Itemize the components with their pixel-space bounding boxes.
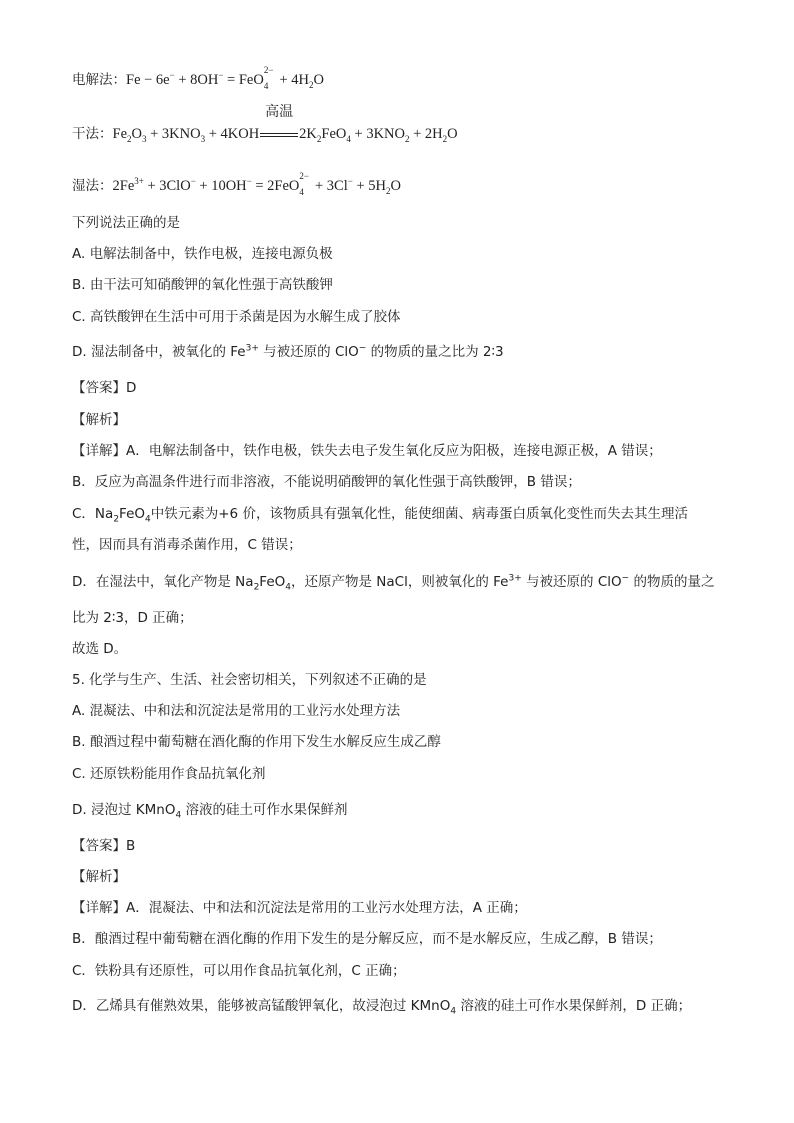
- eq-sub: 2: [386, 185, 391, 196]
- detail-c: [72, 504, 688, 524]
- eq-term: O: [313, 72, 324, 88]
- eq-term: O: [131, 126, 142, 142]
- detail-text: FeO: [119, 506, 146, 522]
- equation-label: 干法：: [72, 126, 113, 142]
- eq-sub: 4: [285, 582, 291, 593]
- eq-term: + 3Cl: [311, 178, 348, 194]
- option-text: D. 湿法制备中，被氧化的 Fe: [72, 344, 246, 360]
- eq-term: + 4KOH: [205, 126, 260, 142]
- option-a: A. 混凝法、中和法和沉淀法是常用的工业污水处理方法: [72, 703, 401, 719]
- eq-term: = FeO: [223, 72, 264, 88]
- condition-label: 高温: [265, 104, 294, 120]
- equals-bar: [260, 133, 298, 137]
- eq-sub: 2: [442, 133, 448, 144]
- eq-sup: −: [347, 176, 353, 187]
- eq-sub: 2: [404, 133, 410, 144]
- detail-text: 的物质的量之: [629, 574, 715, 590]
- eq-sup: −: [190, 176, 196, 187]
- option-c: C. 高铁酸钾在生活中可用于杀菌是因为水解生成了胶体: [72, 309, 401, 325]
- detail-text: FeO: [259, 574, 286, 590]
- detail-c-cont: 性，因而具有消毒杀菌作用，C 错误；: [72, 537, 302, 553]
- answer-label: 【答案】D: [72, 380, 137, 396]
- option-c: C. 还原铁粉能用作食品抗氧化剂: [72, 766, 266, 782]
- eq-term: + 10OH: [195, 178, 247, 194]
- question-stem: 5. 化学与生产、生活、社会密切相关，下列叙述不正确的是: [72, 672, 427, 688]
- eq-term: O: [390, 178, 401, 194]
- option-d: [72, 800, 347, 820]
- detail-text: 与被还原的 ClO: [521, 574, 622, 590]
- detail-text: ，还原产物是 NaCl，则被氧化的 Fe: [291, 574, 509, 590]
- detail-text: 中铁元素为+6 价，该物质具有强氧化性，能使细菌、病毒蛋白质氧化变性而失去其生理活: [150, 506, 688, 522]
- option-text: 的物质的量之比为 2∶3: [366, 344, 504, 360]
- eq-term: + 3KNO: [350, 126, 405, 142]
- eq-term: + 3ClO: [143, 178, 191, 194]
- detail-c: C．铁粉具有还原性，可以用作食品抗氧化剂，C 正确；: [72, 963, 406, 979]
- eq-term: 2Fe: [112, 178, 135, 194]
- equation-wet: 湿法：$2Fe^{3+} + 3ClO^- + 10OH^- = 2FeO$ 2− 4 + $3Cl^- + 5H_2O$: [72, 171, 401, 197]
- eq-term: + 3KNO: [146, 126, 201, 142]
- eq-term: Fe − 6e: [126, 72, 170, 88]
- option-a: A. 电解法制备中，铁作电极，连接电源负极: [72, 246, 333, 262]
- eq-sub: 2: [113, 514, 120, 525]
- eq-sub: 3: [200, 133, 206, 144]
- detail-b: B．酿酒过程中葡萄糖在酒化酶的作用下发生的是分解反应，而不是水解反应，生成乙醇，B 错误；: [72, 931, 662, 947]
- equation-label: 电解法：: [72, 72, 126, 88]
- eq-sup: −: [169, 70, 175, 81]
- analysis-label: 【解析】: [72, 412, 126, 428]
- option-text: 溶液的硅土可作水果保鲜剂: [181, 802, 348, 818]
- eq-term: 2K: [299, 126, 317, 142]
- detail-a: 【详解】A．电解法制备中，铁作电极，铁失去电子发生氧化反应为阳极，连接电源正极，A 错误；: [72, 443, 662, 459]
- analysis-label: 【解析】: [72, 869, 126, 885]
- eq-sup: 3+: [134, 176, 144, 187]
- equation-electrolysis: 电解法：Fe − 6e− + 8OH− = FeO 2− 4 + $4H_2O$: [72, 65, 324, 91]
- option-text: D. 浸泡过 KMnO: [72, 802, 176, 818]
- equation-dry: [72, 104, 458, 144]
- option-b: B. 由干法可知硝酸钾的氧化性强于高铁酸钾: [72, 277, 333, 293]
- equation-label: 湿法：: [72, 178, 113, 194]
- eq-term: + 2H: [409, 126, 443, 142]
- option-d: [72, 342, 504, 362]
- eq-term: FeO: [321, 126, 347, 142]
- conclusion: 故选 D。: [72, 641, 128, 657]
- eq-sub: 4: [346, 133, 351, 144]
- eq-sub: 2: [253, 582, 260, 593]
- eq-sup: 3+: [508, 573, 522, 584]
- eq-term: Fe: [112, 126, 127, 142]
- eq-sub: 4: [145, 514, 151, 525]
- eq-sup: −: [246, 176, 252, 187]
- option-text: 与被还原的 ClO: [258, 344, 359, 360]
- option-b: B. 酿酒过程中葡萄糖在酒化酶的作用下发生水解反应生成乙醇: [72, 734, 441, 750]
- eq-term: + 4H: [275, 72, 309, 88]
- eq-sub: 2: [316, 133, 322, 144]
- eq-sup: −: [358, 343, 367, 354]
- eq-sub: 4: [450, 1006, 457, 1017]
- detail-text: C．Na: [72, 506, 114, 522]
- detail-text: D．乙烯具有催熟效果，能够被高锰酸钾氧化，故浸泡过 KMnO: [72, 998, 451, 1014]
- question-stem: 下列说法正确的是: [72, 215, 180, 231]
- eq-sub: 2: [308, 79, 314, 90]
- detail-d: [72, 996, 691, 1016]
- eq-sub: 2: [127, 133, 132, 144]
- answer-label: 【答案】B: [72, 838, 136, 854]
- eq-sup: 3+: [245, 343, 259, 354]
- eq-term: O: [447, 126, 458, 142]
- eq-sub: 3: [141, 133, 147, 144]
- eq-term: + 5H: [352, 178, 386, 194]
- eq-term: = 2FeO: [251, 178, 300, 194]
- detail-text: D．在湿法中，氧化产物是 Na: [72, 574, 254, 590]
- eq-term: + 8OH: [174, 72, 219, 88]
- detail-d: [72, 572, 714, 592]
- reaction-condition: [259, 104, 299, 144]
- detail-a: 【详解】A．混凝法、中和法和沉淀法是常用的工业污水处理方法，A 正确；: [72, 900, 527, 916]
- detail-d-cont: 比为 2∶3，D 正确；: [72, 610, 193, 626]
- eq-sup: −: [218, 70, 224, 81]
- eq-sub: 4: [175, 810, 182, 821]
- detail-text: 溶液的硅土可作水果保鲜剂，D 正确；: [456, 998, 692, 1014]
- detail-b: B．反应为高温条件进行而非溶液，不能说明硝酸钾的氧化性强于高铁酸钾，B 错误；: [72, 474, 581, 490]
- eq-sup: −: [621, 573, 630, 584]
